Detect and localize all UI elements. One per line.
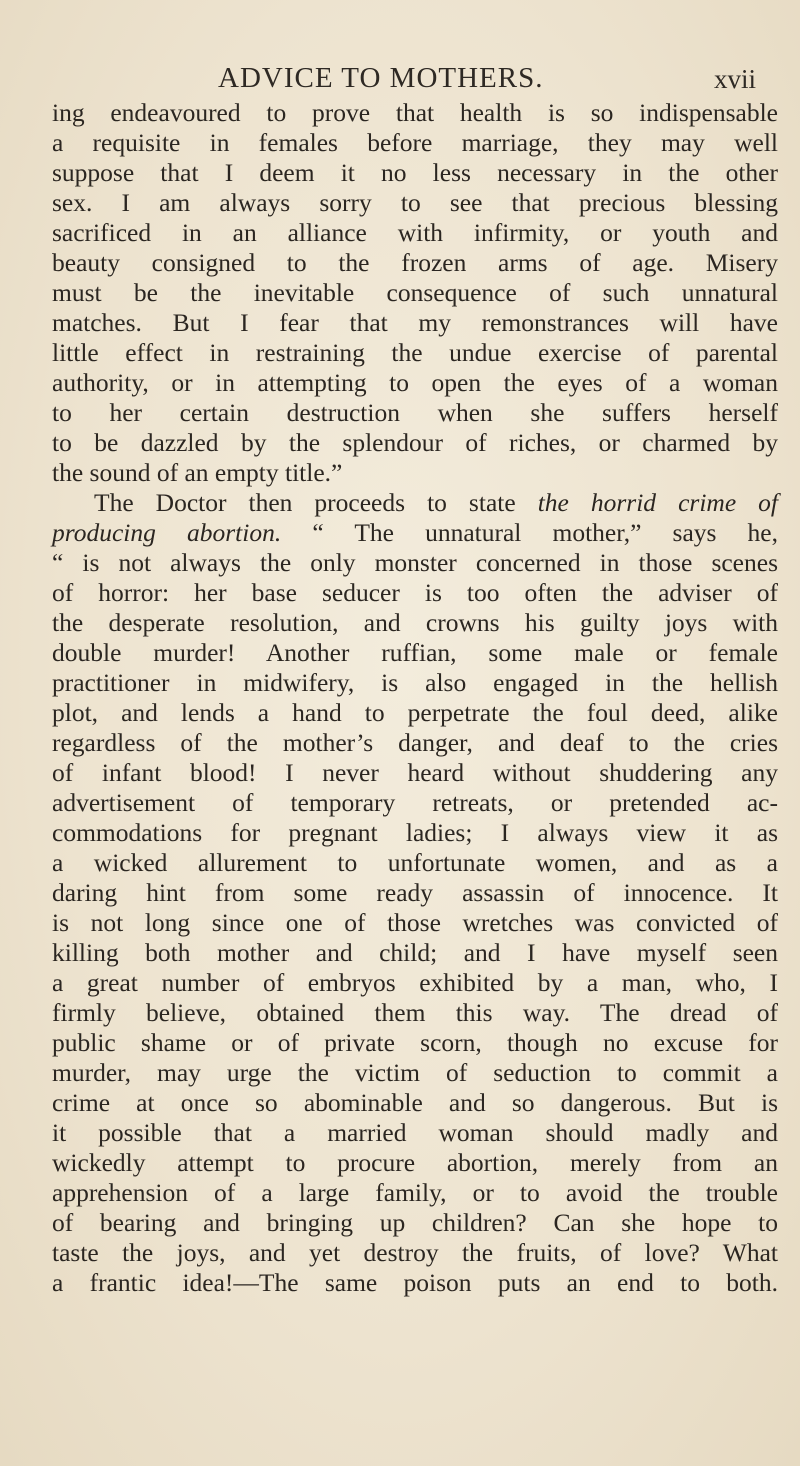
text-line: plot, and lends a hand to perpetrate the foul deed, alike bbox=[52, 698, 778, 727]
text-line: firmly believe, obtained them this way. The dread of bbox=[52, 998, 778, 1027]
text-line: must be the inevitable consequence of such unnatural bbox=[52, 278, 778, 307]
text-line: commodations for pregnant ladies; I always view it as bbox=[52, 818, 778, 847]
running-title: ADVICE TO MOTHERS. bbox=[218, 62, 544, 94]
page-number: xvii bbox=[713, 64, 756, 94]
text-line: killing both mother and child; and I have myself seen bbox=[52, 938, 778, 967]
text-line: regardless of the mother’s danger, and deaf to the cries bbox=[52, 728, 778, 757]
text-line: little effect in restraining the undue exercise of parental bbox=[52, 338, 778, 367]
text-line: authority, or in attempting to open the eyes of a woman bbox=[52, 368, 778, 397]
text-line: it possible that a married woman should madly and bbox=[52, 1118, 778, 1147]
page-header bbox=[218, 62, 784, 96]
text-segment: “ The unnatural mother,” says he, bbox=[312, 518, 778, 547]
text-line: to be dazzled by the splendour of riches, or charmed by bbox=[52, 428, 778, 457]
text-line: sex. I am always sorry to see that precious blessing bbox=[52, 188, 778, 217]
text-line: ing endeavoured to prove that health is so indispensable bbox=[52, 98, 778, 127]
text-line bbox=[94, 488, 778, 518]
text-line: apprehension of a large family, or to avoid the trouble bbox=[52, 1178, 778, 1207]
text-line: to her certain destruction when she suffers herself bbox=[52, 398, 778, 427]
text-line: of infant blood! I never heard without shuddering any bbox=[52, 758, 778, 787]
text-segment: The Doctor then proceeds to state bbox=[94, 488, 516, 517]
text-line: is not long since one of those wretches was convicted of bbox=[52, 908, 778, 937]
text-line: double murder! Another ruffian, some male or female bbox=[52, 638, 778, 667]
text-line: taste the joys, and yet destroy the fruits, of love? What bbox=[52, 1238, 778, 1267]
text-line: murder, may urge the victim of seduction to commit a bbox=[52, 1058, 778, 1087]
text-line: the desperate resolution, and crowns his guilty joys with bbox=[52, 608, 778, 637]
text-line: sacrificed in an alliance with infirmity, or youth and bbox=[52, 218, 778, 247]
italic-phrase: the horrid crime of bbox=[537, 488, 779, 517]
text-line: suppose that I deem it no less necessary in the other bbox=[52, 158, 778, 187]
text-line: of horror: her base seducer is too often the adviser of bbox=[52, 578, 778, 607]
text-line: wickedly attempt to procure abortion, merely from an bbox=[52, 1148, 778, 1177]
text-line: a requisite in females before marriage, they may well bbox=[52, 128, 778, 157]
text-line: a wicked allurement to unfortunate women, and as a bbox=[52, 848, 778, 877]
italic-phrase: producing abortion. bbox=[52, 518, 282, 547]
text-line: practitioner in midwifery, is also engaged in the hellish bbox=[52, 668, 778, 697]
text-line: “ is not always the only monster concerned in those scenes bbox=[52, 548, 778, 577]
text-line: a great number of embryos exhibited by a man, who, I bbox=[52, 968, 778, 997]
text-line: crime at once so abominable and so dangerous. But is bbox=[52, 1088, 778, 1117]
text-line: beauty consigned to the frozen arms of age. Misery bbox=[52, 248, 778, 277]
text-line: of bearing and bringing up children? Can she hope to bbox=[52, 1208, 778, 1237]
text-line: daring hint from some ready assassin of innocence. It bbox=[52, 878, 778, 907]
text-line: matches. But I fear that my remonstrances will have bbox=[52, 308, 778, 337]
text-line bbox=[52, 518, 778, 548]
text-line: public shame or of private scorn, though no excuse for bbox=[52, 1028, 778, 1057]
text-line: a frantic idea!—The same poison puts an end to both. bbox=[52, 1268, 778, 1297]
text-line: advertisement of temporary retreats, or pretended ac- bbox=[52, 788, 778, 817]
text-line: the sound of an empty title.” bbox=[52, 458, 343, 487]
